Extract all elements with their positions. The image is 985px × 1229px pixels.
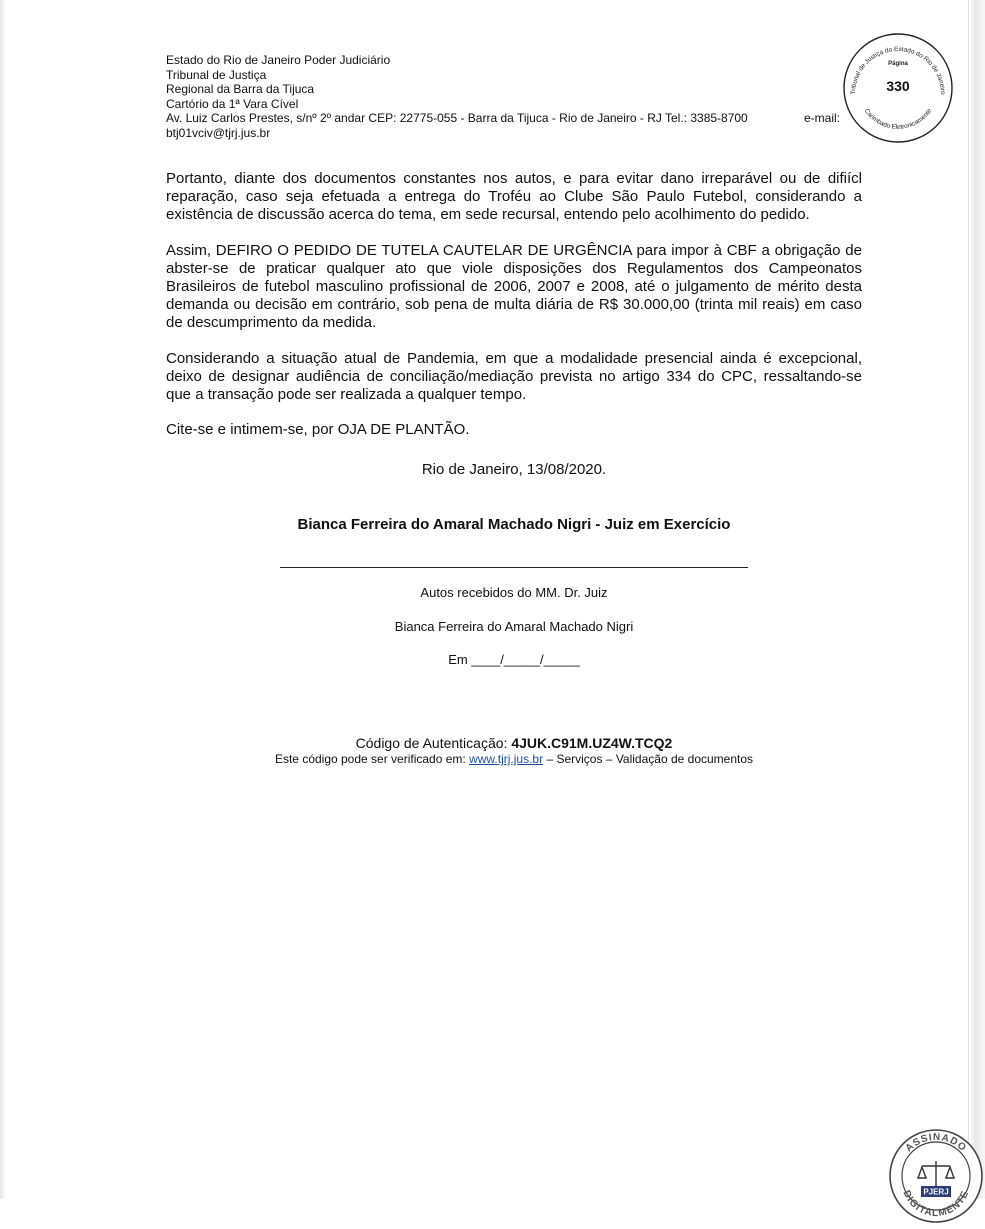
header-email-label: e-mail:	[803, 111, 840, 126]
document-date: Rio de Janeiro, 13/08/2020.	[421, 461, 607, 478]
paragraph-justification: Portanto, diante dos documentos constantes nos autos, e para evitar dano irreparável ou de difiícl reparação, caso seja efetuada a entrega do Troféu ao Clube São Paulo Futebol, considerando a existência de discussão acerca do tema, em sede recursal, entendo pelo acolhimento do pedido.	[166, 170, 862, 224]
page-stamp-graphic	[842, 32, 954, 144]
auth-code: 4JUK.C91M.UZ4W.TCQ2	[511, 735, 673, 751]
header-address-row	[166, 111, 840, 126]
verify-link[interactable]: www.tjrj.jus.br	[469, 752, 544, 766]
seal-top-text: ASSINADO	[903, 1131, 969, 1155]
paragraph-pandemic: Considerando a situação atual de Pandemia, em que a modalidade presencial ainda é excepcional, deixo de designar audiência de conciliação/mediação prevista no artigo 334 do CPC, ressaltando-se que a transação pode ser realizada a qualquer tempo.	[166, 349, 862, 404]
paragraph-ruling: Assim, DEFIRO O PEDIDO DE TUTELA CAUTELAR DE URGÊNCIA para impor à CBF a obrigação de abster-se de praticar qualquer ato que viole disposições dos Regulamentos dos Campeonatos Brasileiros de futebol masculino profissional de 2006, 2007 e 2008, até o julgamento de mérito desta demanda ou decisão em contrário, sob pena de multa diária de R$ 30.000,00 (trinta mil reais) em caso de descumprimento da medida.	[166, 241, 862, 332]
date-blank-line: Em ____/_____/_____	[448, 652, 580, 667]
page-left-edge	[0, 0, 6, 1199]
verification-note	[166, 752, 862, 766]
header-email: btj01vciv@tjrj.jus.br	[166, 125, 271, 140]
page-stamp	[842, 32, 954, 144]
auth-code-label: Código de Autenticação:	[355, 735, 508, 751]
page-right-edge	[968, 0, 985, 1199]
stamp-top-text: Tribunal de Justiça do Estado do Rio de Janeiro	[849, 45, 947, 95]
header-court-line: Tribunal de Justiça	[166, 67, 267, 82]
received-note: Autos recebidos do MM. Dr. Juiz	[420, 585, 608, 600]
stamp-page-number: 330	[886, 78, 910, 94]
header-registry-line: Cartório da 1ª Vara Cível	[166, 96, 299, 111]
header-state-line: Estado do Rio de Janeiro Poder Judiciário	[166, 53, 391, 67]
header-regional-line: Regional da Barra da Tijuca	[166, 82, 315, 97]
signature-line	[280, 567, 748, 568]
decision-body	[166, 170, 862, 456]
seal-bottom-text: DIGITALMENTE	[900, 1188, 972, 1220]
digital-signature-seal	[888, 1128, 984, 1220]
seal-graphic	[888, 1128, 984, 1224]
verify-prefix: Este código pode ser verificado em:	[274, 752, 466, 766]
authentication-code-row	[166, 735, 862, 751]
seal-emblem-text: PJERJ	[923, 1187, 949, 1197]
judge-name: Bianca Ferreira do Amaral Machado Nigri	[394, 619, 634, 634]
header-address: Av. Luiz Carlos Prestes, s/nº 2º andar CEP: 22775-055 - Barra da Tijuca - Rio de Janeiro - RJ Tel.: 3385-8700	[166, 111, 748, 126]
court-header	[166, 53, 856, 141]
paragraph-summons: Cite-se e intimem-se, por OJA DE PLANTÃO.	[166, 421, 470, 439]
stamp-page-label: Página	[888, 61, 908, 67]
signer-name: Bianca Ferreira do Amaral Machado Nigri - Juiz em Exercício	[297, 516, 731, 533]
stamp-bottom-text: Carimbado Eletronicamente	[862, 107, 934, 131]
verify-suffix: – Serviços – Validação de documentos	[546, 752, 754, 766]
